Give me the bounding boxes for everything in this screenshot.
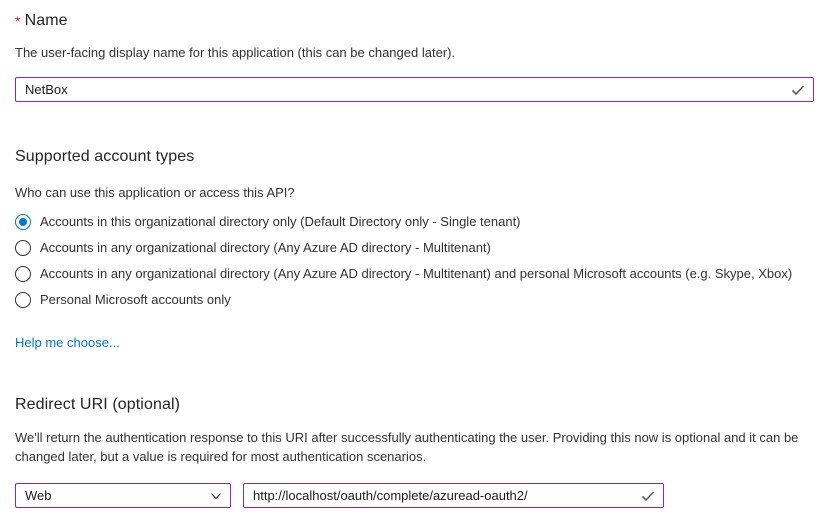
radio-option-label: Accounts in any organizational directory (Any Azure AD directory - Multitenant) xyxy=(40,240,491,255)
radio-option-multitenant-personal[interactable] xyxy=(15,266,814,282)
account-types-radio-group xyxy=(15,214,814,308)
radio-option-label: Accounts in this organizational directory only (Default Directory only - Single tenant) xyxy=(40,214,521,229)
redirect-uri-title: Redirect URI (optional) xyxy=(15,396,181,413)
account-types-question: Who can use this application or access this API? xyxy=(15,185,295,200)
name-section xyxy=(15,10,814,102)
radio-button-icon[interactable] xyxy=(15,214,31,230)
name-section-title xyxy=(15,10,814,32)
name-input-wrap xyxy=(15,77,814,102)
radio-option-single-tenant[interactable] xyxy=(15,214,814,230)
help-me-choose-link[interactable]: Help me choose... xyxy=(15,335,120,350)
redirect-uri-row xyxy=(15,483,814,508)
name-section-title-text: Name xyxy=(24,12,68,29)
supported-account-types-title: Supported account types xyxy=(15,148,195,165)
radio-button-icon[interactable] xyxy=(15,292,31,308)
supported-account-types-section xyxy=(15,146,814,352)
radio-button-icon[interactable] xyxy=(15,240,31,256)
platform-select-value: Web xyxy=(25,488,52,503)
radio-option-multitenant[interactable] xyxy=(15,240,814,256)
redirect-uri-input[interactable] xyxy=(243,483,664,508)
redirect-uri-input-wrap xyxy=(243,483,664,508)
name-input[interactable] xyxy=(15,77,814,102)
radio-option-label: Accounts in any organizational directory (Any Azure AD directory - Multitenant) and personal Microsoft accounts (e.g. Skype, Xbox) xyxy=(40,266,793,281)
platform-select-wrap xyxy=(15,483,231,508)
redirect-uri-description: We'll return the authentication response to this URI after successfully authenticating the user. Providing this now is optional and it can be changed later, but a value is required for most authentication scenarios. xyxy=(15,430,799,464)
name-description: The user-facing display name for this application (this can be changed later). xyxy=(15,45,456,60)
radio-button-icon[interactable] xyxy=(15,266,31,282)
platform-select[interactable] xyxy=(15,483,231,508)
required-asterisk: * xyxy=(15,13,21,29)
radio-option-label: Personal Microsoft accounts only xyxy=(40,292,231,307)
radio-option-personal-only[interactable] xyxy=(15,292,814,308)
redirect-uri-section xyxy=(15,394,814,508)
